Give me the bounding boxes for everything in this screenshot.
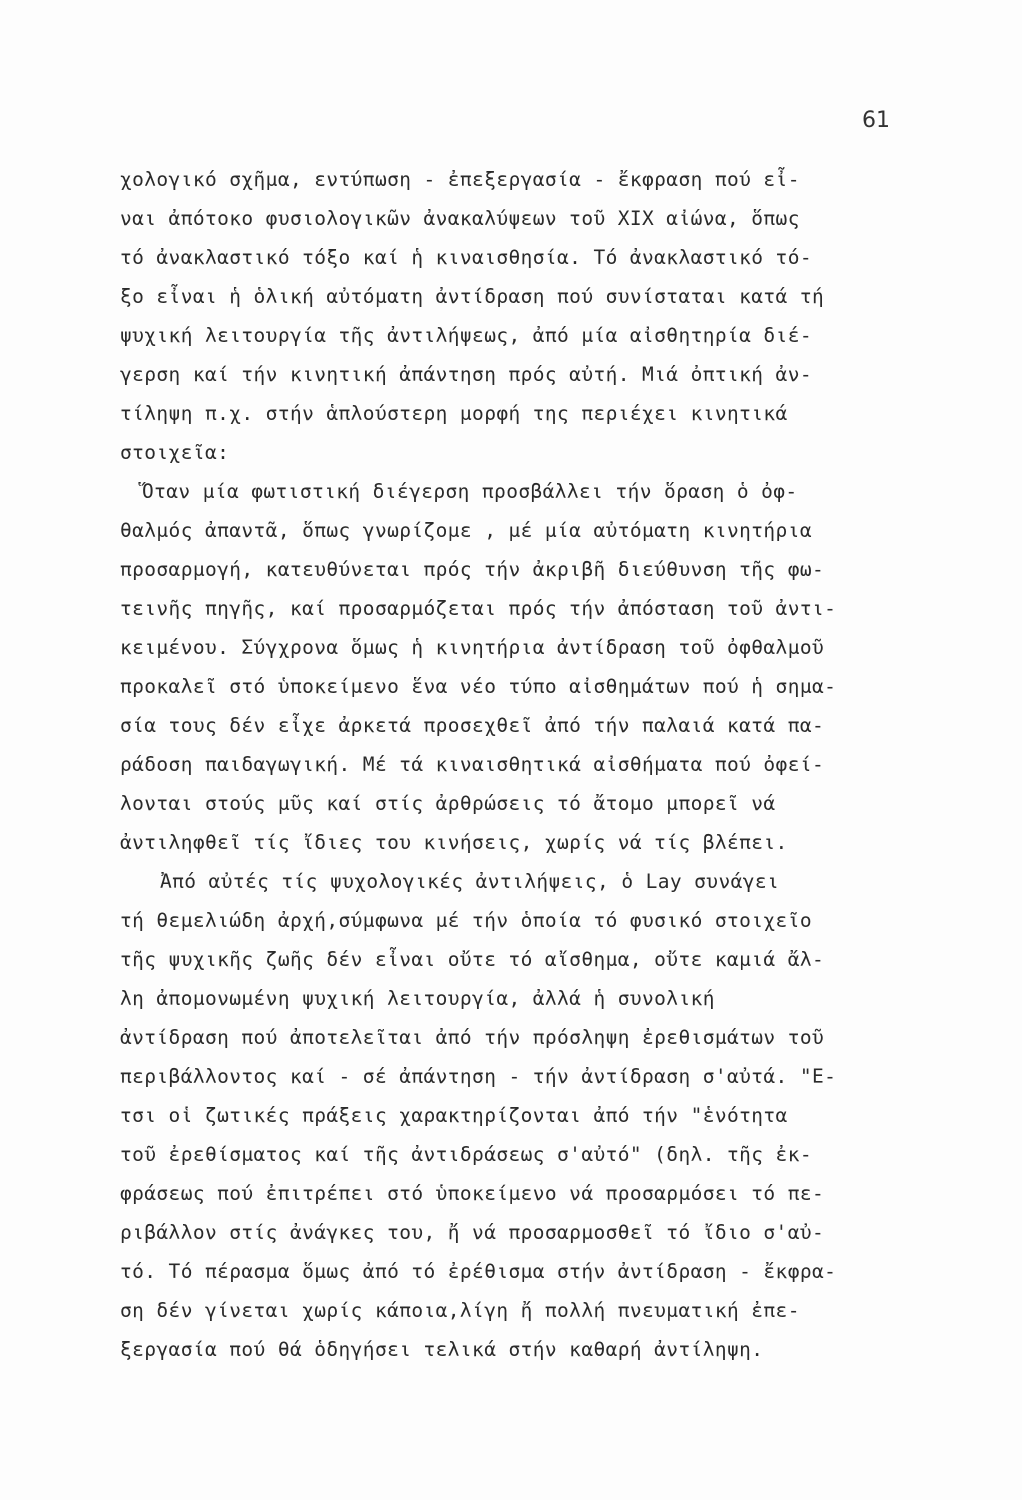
- text-line: θαλμός ἀπαντᾶ, ὅπως γνωρίζομε , μέ μία αὐτόματη κινητήρια: [120, 519, 812, 542]
- text-line: τεινῆς πηγῆς, καί προσαρμόζεται πρός τήν ἀπόσταση τοῦ ἀντι-: [120, 597, 837, 620]
- text-line: ση δέν γίνεται χωρίς κάποια,λίγη ἤ πολλή πνευματική ἐπε-: [120, 1299, 800, 1322]
- text-line: κειμένου. Σύγχρονα ὅμως ἡ κινητήρια ἀντίδραση τοῦ ὀφθαλμοῦ: [120, 636, 825, 659]
- text-line: προκαλεῖ στό ὑποκείμενο ἕνα νέο τύπο αἰσθημάτων πού ἡ σημα-: [120, 675, 837, 698]
- text-line: ξο εἶναι ἡ ὁλική αὐτόματη ἀντίδραση πού συνίσταται κατά τή: [120, 285, 825, 308]
- text-line: χολογικό σχῆμα, εντύπωση - ἐπεξεργασία - ἔκφραση πού εἶ-: [120, 168, 800, 191]
- text-line: τοῦ ἐρεθίσματος καί τῆς ἀντιδράσεως σ'αὐτό" (δηλ. τῆς ἐκ-: [120, 1143, 812, 1166]
- text-line: σία τους δέν εἶχε ἀρκετά προσεχθεῖ ἀπό τήν παλαιά κατά πα-: [120, 714, 825, 737]
- text-line: στοιχεῖα:: [120, 441, 230, 464]
- text-line: λη ἀπομονωμένη ψυχική λειτουργία, ἀλλά ἡ συνολική: [120, 987, 715, 1010]
- text-line: τό ἀνακλαστικό τόξο καί ἡ κιναισθησία. Τό ἀνακλαστικό τό-: [120, 246, 812, 269]
- text-line: φράσεως πού ἐπιτρέπει στό ὑποκείμενο νά προσαρμόσει τό πε-: [120, 1182, 825, 1205]
- text-line: τή θεμελιώδη ἀρχή,σύμφωνα μέ τήν ὁποία τό φυσικό στοιχεῖο: [120, 909, 812, 932]
- text-line: προσαρμογή, κατευθύνεται πρός τήν ἀκριβῆ διεύθυνση τῆς φω-: [120, 558, 825, 581]
- paragraph-start-line: Ὅταν μία φωτιστική διέγερση προσβάλλει τήν ὅραση ὁ ὀφ-: [142, 480, 798, 503]
- page-number: 61: [862, 108, 890, 133]
- text-line: ἀντίδραση πού ἀποτελεῖται ἀπό τήν πρόσληψη ἐρεθισμάτων τοῦ: [120, 1026, 825, 1049]
- text-line: ψυχική λειτουργία τῆς ἀντιλήψεως, ἀπό μία αἰσθητηρία διέ-: [120, 324, 812, 347]
- text-line: ριβάλλον στίς ἀνάγκες του, ἤ νά προσαρμοσθεῖ τό ἴδιο σ'αὐ-: [120, 1221, 825, 1244]
- text-line: τῆς ψυχικῆς ζωῆς δέν εἶναι οὔτε τό αἴσθημα, οὔτε καμιά ἄλ-: [120, 948, 825, 971]
- text-line: λονται στούς μῦς καί στίς ἀρθρώσεις τό ἄτομο μπορεῖ νά: [120, 792, 776, 815]
- text-line: περιβάλλοντος καί - σέ ἀπάντηση - τήν ἀντίδραση σ'αὐτά. "Ε-: [120, 1065, 837, 1088]
- text-line: γερση καί τήν κινητική ἀπάντηση πρός αὐτή. Μιά ὀπτική ἀν-: [120, 363, 812, 386]
- paragraph-start-line: Ἀπό αὐτές τίς ψυχολογικές ἀντιλήψεις, ὁ Lay συνάγει: [160, 870, 780, 893]
- text-line: τό. Τό πέρασμα ὅμως ἀπό τό ἐρέθισμα στήν ἀντίδραση - ἔκφρα-: [120, 1260, 837, 1283]
- text-line: ἀντιληφθεῖ τίς ἴδιες του κινήσεις, χωρίς νά τίς βλέπει.: [120, 831, 788, 854]
- text-line: ράδοση παιδαγωγική. Μέ τά κιναισθητικά αἰσθήματα πού ὀφεί-: [120, 753, 825, 776]
- text-line: τσι οἱ ζωτικές πράξεις χαρακτηρίζονται ἀπό τήν "ἑνότητα: [120, 1104, 788, 1127]
- body-text: [120, 160, 920, 1369]
- text-line: ξεργασία πού θά ὁδηγήσει τελικά στήν καθαρή ἀντίληψη.: [120, 1338, 764, 1361]
- text-line: τίληψη π.χ. στήν ἁπλούστερη μορφή της περιέχει κινητικά: [120, 402, 788, 425]
- text-line: ναι ἀπότοκο φυσιολογικῶν ἀνακαλύψεων τοῦ XIX αἰώνα, ὅπως: [120, 207, 800, 230]
